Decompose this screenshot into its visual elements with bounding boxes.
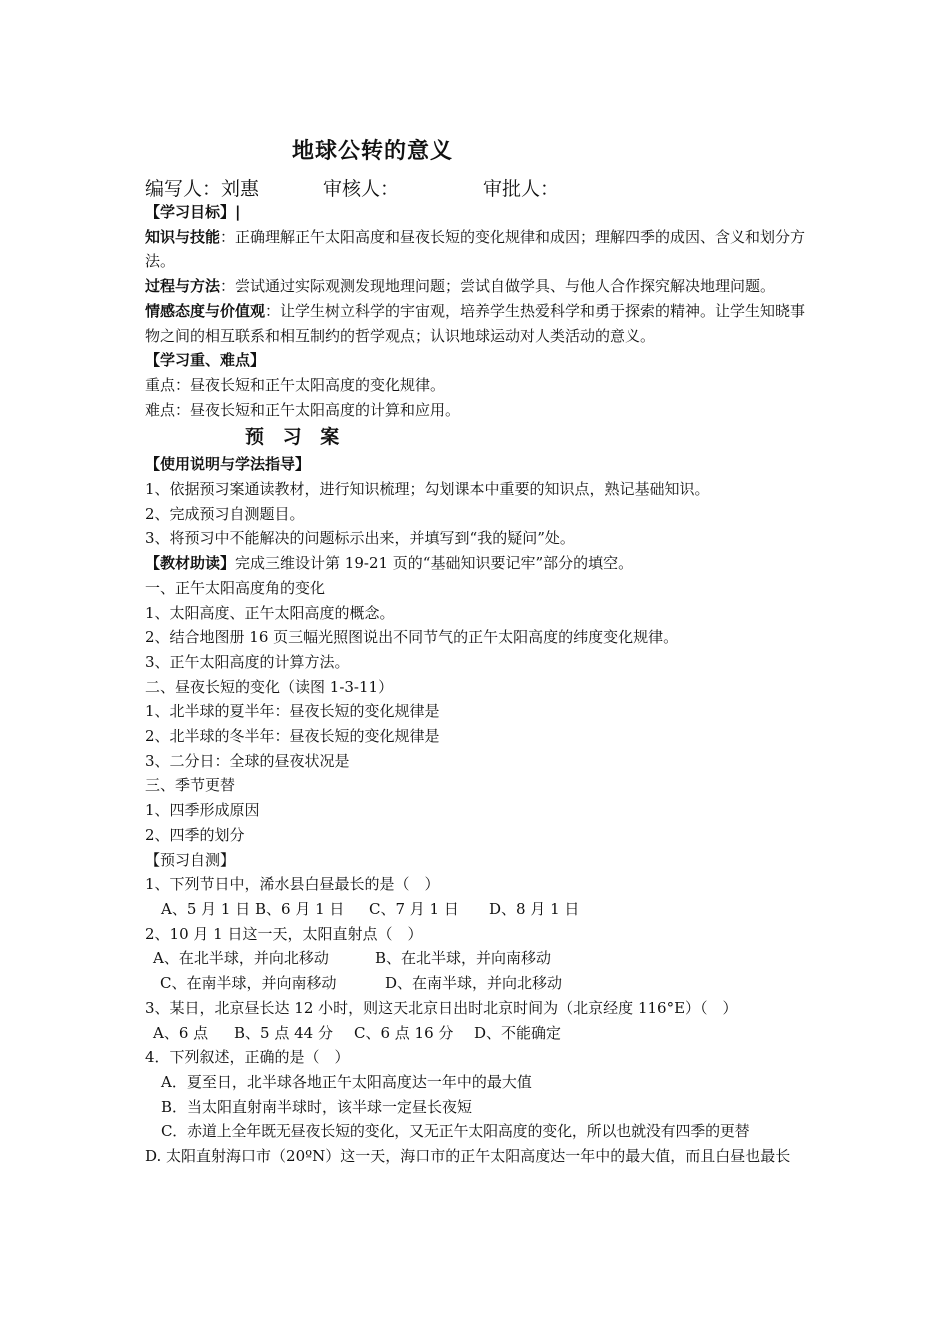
option: C、在南半球，并向南移动 [160,974,337,993]
knowledge-label: 知识与技能 [145,227,221,246]
preview-section-title: 预 习 案 [245,426,346,449]
attitude-label: 情感态度与价值观 [145,301,266,320]
question-3-options [145,1021,810,1046]
outline-item: 3、正午太阳高度的计算方法。 [145,652,350,671]
self-test-heading: 【预习自测】 [145,850,236,869]
outline-item: 1、北半球的夏半年：昼夜长短的变化规律是 [145,702,440,721]
question-4-stem: 4．下列叙述，正确的是（ ） [145,1048,350,1067]
reading-label: 【教材助读】 [145,554,236,573]
writer: 编写人：刘惠 [145,178,260,200]
outline-item: 一、正午太阳高度角的变化 [145,578,326,597]
question-2-stem: 2、10 月 1 日这一天，太阳直射点（ ） [145,924,423,943]
objective-process [145,274,810,299]
outline-item: 1、太阳高度、正午太阳高度的概念。 [145,603,395,622]
document-title: 地球公转的意义 [292,139,454,164]
outline-item: 2、北半球的冬半年：昼夜长短的变化规律是 [145,727,440,746]
guide-item: 1、依据预习案通读教材，进行知识梳理；勾划课本中重要的知识点，熟记基础知识。 [145,480,710,499]
attitude-text: ：让学生树立科学的宇宙观，培养学生热爱科学和勇于探索的精神。让学生知晓事物之间的相互联系和相互制约的哲学观点；认识地球运动对人类活动的意义。 [145,301,806,345]
question-3-stem: 3、某日，北京昼长达 12 小时，则这天北京日出时北京时间为（北京经度 116°E）（ ） [145,998,738,1017]
objective-knowledge [145,225,810,274]
option: D、8 月 1 日 [489,899,580,918]
outline-item: 2、四季的划分 [145,825,245,844]
key-point: 重点：昼夜长短和正午太阳高度的变化规律。 [145,375,446,394]
question-2-options-row2 [145,971,810,996]
objective-attitude [145,299,810,348]
option: B、在北半球，并向南移动 [375,949,552,968]
process-text: ：尝试通过实际观测发现地理问题；尝试自做学具、与他人合作探究解决地理问题。 [220,277,776,296]
guide-item: 3、将预习中不能解决的问题标示出来，并填写到“我的疑问”处。 [145,529,575,548]
document-body [145,200,810,1169]
outline-item: 三、季节更替 [145,776,236,795]
option: D、不能确定 [474,1023,562,1042]
option: D、在南半球，并向北移动 [385,974,563,993]
question-1-stem: 1、下列节日中，浠水县白昼最长的是（ ） [145,875,440,894]
approver: 审批人： [483,178,560,200]
outline-item: 3、二分日：全球的昼夜状况是 [145,751,350,770]
option: A、6 点 [153,1023,209,1042]
option: C、6 点 16 分 [354,1023,454,1042]
knowledge-text: ：正确理解正午太阳高度和昼夜长短的变化规律和成因；理解四季的成因、含义和划分方法。 [145,227,806,271]
authors-line [145,174,559,201]
difficult-point: 难点：昼夜长短和正午太阳高度的计算和应用。 [145,400,461,419]
question-4-option-d: D. 太阳直射海口市（20ºN）这一天，海口市的正午太阳高度达一年中的最大值，而且白昼也最长 [145,1147,791,1166]
question-4-option-c: C．赤道上全年既无昼夜长短的变化，又无正午太阳高度的变化，所以也就没有四季的更替 [161,1122,750,1141]
question-4-option-b: B．当太阳直射南半球时，该半球一定昼长夜短 [161,1097,473,1116]
reading-text: 完成三维设计第 19-21 页的“基础知识要记牢”部分的填空。 [235,554,634,573]
outline-item: 二、昼夜长短的变化（读图 1-3-11） [145,677,394,696]
option: A、在北半球，并向北移动 [153,949,329,968]
process-label: 过程与方法 [145,277,221,296]
reading-line [145,551,810,576]
key-points-heading: 【学习重、难点】 [145,351,266,370]
question-2-options-row1 [145,946,810,971]
outline-item: 2、结合地图册 16 页三幅光照图说出不同节气的正午太阳高度的纬度变化规律。 [145,628,679,647]
question-4-option-a: A．夏至日，北半球各地正午太阳高度达一年中的最大值 [161,1072,532,1091]
reviewer: 审核人： [323,178,400,200]
option: B、6 月 1 日 [255,899,345,918]
outline-item: 1、四季形成原因 [145,801,260,820]
question-1-options [145,897,810,922]
option: A、5 月 1 日 [161,899,251,918]
option: C、7 月 1 日 [369,899,459,918]
objectives-heading: 【学习目标】| [145,203,241,221]
guide-heading: 【使用说明与学法指导】 [145,455,311,474]
guide-item: 2、完成预习自测题目。 [145,504,305,523]
option: B、5 点 44 分 [234,1023,333,1042]
